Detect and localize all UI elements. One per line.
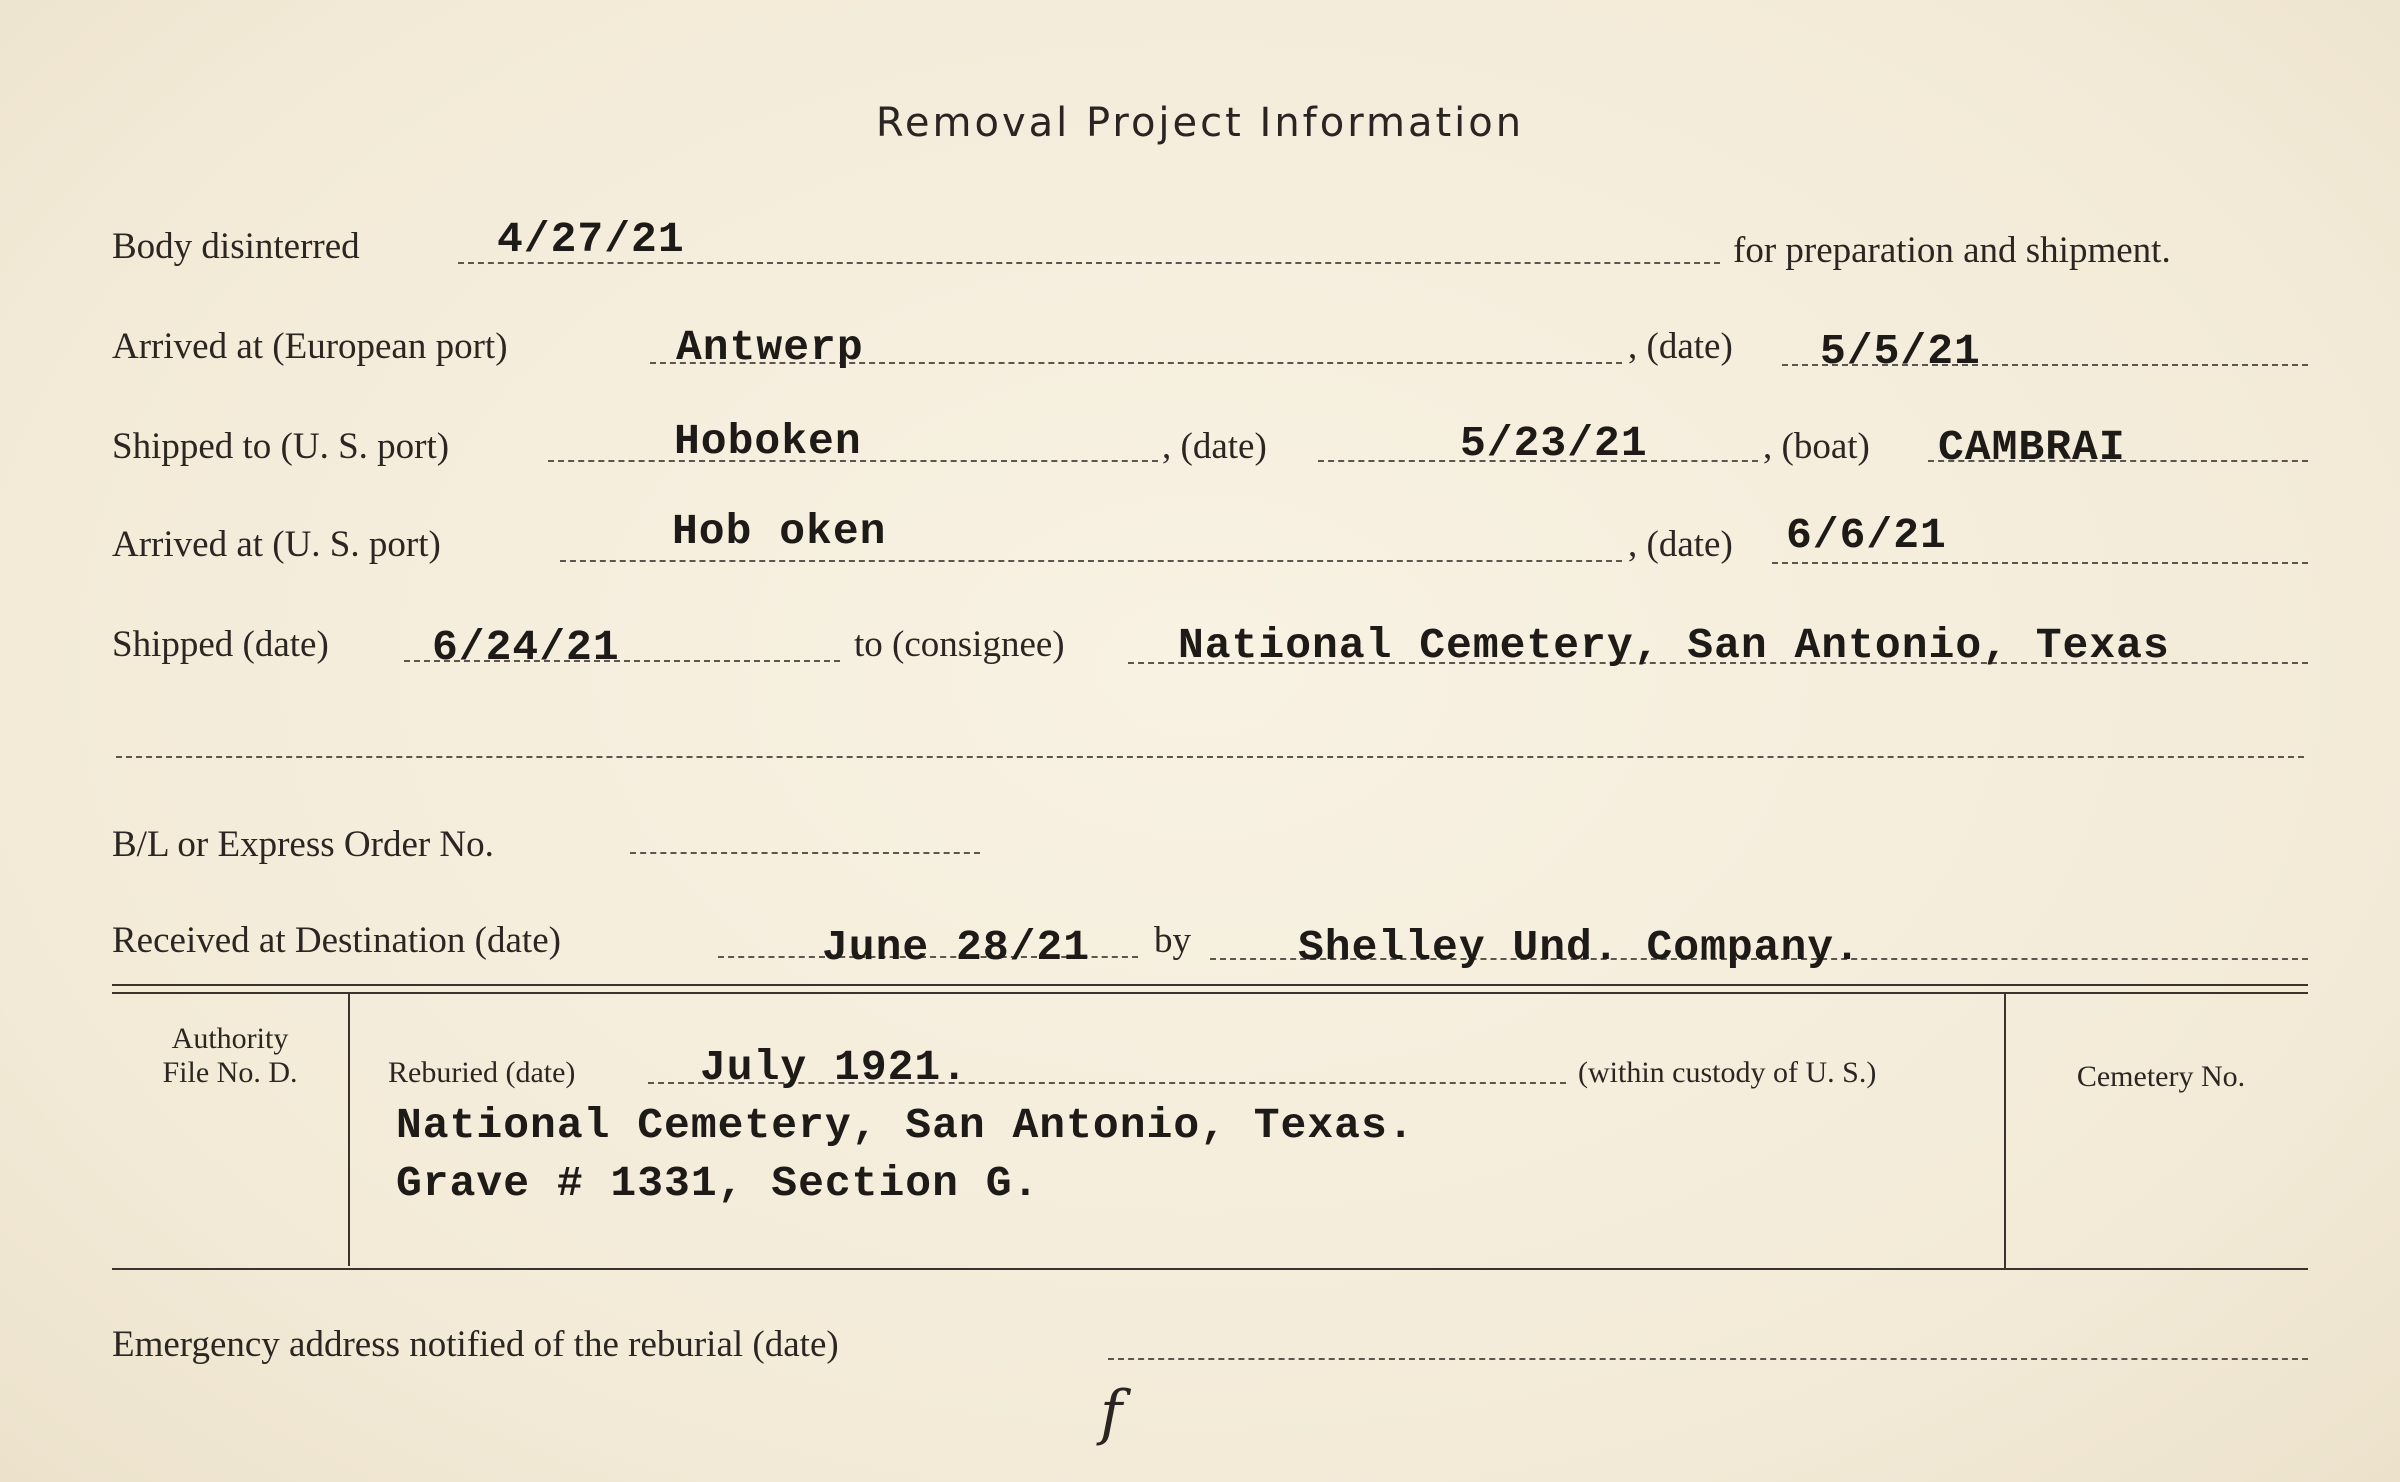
reburied-label: Reburied (date) [388, 1056, 576, 1089]
shipped-us-date: 5/23/21 [1460, 419, 1648, 468]
arrived-us-date-line [1772, 562, 2308, 564]
arrived-us-label: Arrived at (U. S. port) [112, 524, 441, 565]
handwritten-initials: f [1100, 1378, 1123, 1448]
disinterred-label: Body disinterred [112, 226, 360, 267]
arrived-us-date-label: , (date) [1628, 524, 1733, 565]
shipped-us-port: Hoboken [674, 417, 862, 466]
shipped-us-boat: CAMBRAI [1938, 423, 2126, 472]
emergency-line [1108, 1358, 2308, 1360]
box-divider-right [2004, 994, 2006, 1270]
box-top-rule-2 [112, 992, 2308, 994]
reburied-grave: Grave # 1331, Section G. [396, 1159, 1040, 1208]
arrived-european-label: Arrived at (European port) [112, 326, 508, 367]
received-by: Shelley Und. Company. [1298, 923, 1861, 972]
cemetery-no-label: Cemetery No. [2076, 1060, 2246, 1093]
shipped-us-label: Shipped to (U. S. port) [112, 426, 450, 467]
arrived-european-date: 5/5/21 [1820, 327, 1981, 376]
box-bottom-rule [112, 1268, 2308, 1270]
consignee-value: National Cemetery, San Antonio, Texas [1178, 621, 2170, 670]
bl-order-label: B/L or Express Order No. [112, 824, 494, 865]
received-date: June 28/21 [822, 923, 1091, 972]
arrived-european-date-label: , (date) [1628, 326, 1733, 367]
arrived-european-port: Antwerp [676, 323, 864, 372]
reburied-date: July 1921. [700, 1043, 969, 1092]
custody-label: (within custody of U. S.) [1578, 1056, 1877, 1089]
disinterred-suffix: for preparation and shipment. [1733, 230, 2171, 271]
received-by-label: by [1154, 920, 1191, 961]
bl-order-line [630, 852, 980, 854]
disinterred-date: 4/27/21 [497, 215, 685, 264]
authority-line-2: File No. D. [162, 1056, 298, 1089]
reburied-location: National Cemetery, San Antonio, Texas. [396, 1101, 1415, 1150]
shipped-date: 6/24/21 [432, 623, 620, 672]
shipped-us-date-label: , (date) [1162, 426, 1267, 467]
shipped-date-label: Shipped (date) [112, 624, 329, 665]
card-title: Removal Project Information [875, 100, 1525, 146]
emergency-label: Emergency address notified of the reburial (date) [112, 1324, 839, 1365]
authority-line-1: Authority [171, 1022, 289, 1055]
received-label: Received at Destination (date) [112, 920, 561, 961]
box-top-rule-1 [112, 984, 2308, 986]
arrived-us-port: Hob oken [672, 507, 887, 556]
consignee-label: to (consignee) [854, 624, 1065, 665]
shipped-us-boat-label: , (boat) [1763, 426, 1870, 467]
arrived-us-line [560, 560, 1622, 562]
continuation-line [116, 756, 2304, 758]
box-divider-left [348, 994, 350, 1266]
arrived-us-date: 6/6/21 [1786, 511, 1947, 560]
